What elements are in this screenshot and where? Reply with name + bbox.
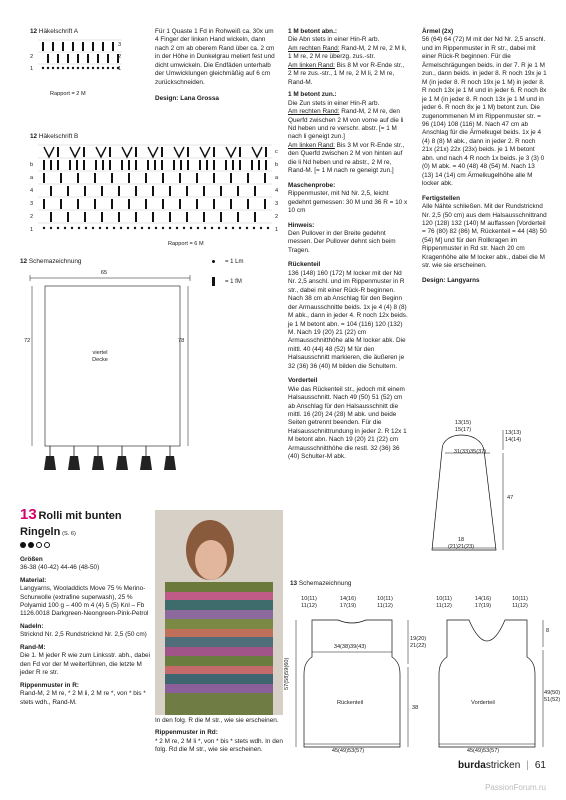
item-title: Rolli mit bunten [38, 510, 122, 522]
paragraph: Bis 3 M vor R-Ende str., den Querfd zwischen 2 M von hinten auf die li Nd heben und re abstr., 2 M re, Rand-M. [= 1 M nach re geneigt zun.] [288, 141, 405, 175]
lm-symbol [212, 260, 215, 263]
front-right-h1 [544, 690, 560, 705]
section-heading: Rippenmuster in Rd: [155, 729, 218, 737]
dim-label: 21(22) [410, 643, 427, 650]
section-heading: Fertigstellen [422, 194, 460, 202]
design-credit: Design: Langyarns [422, 276, 480, 284]
chart-a-grid [30, 38, 130, 74]
dim-label: 15(17) [454, 427, 472, 434]
dim-label: 57(58)59(60) [284, 657, 290, 690]
section-heading: Rand-M: [20, 643, 46, 651]
item-number: 13 [20, 506, 37, 523]
row-label: b [30, 162, 34, 168]
paragraph: 36-38 (40-42) 44-46 (48-50) [20, 564, 100, 572]
item-title: Ringeln [20, 525, 61, 538]
dim-label: 8 [546, 628, 550, 634]
dim-label: 49(50) [544, 690, 561, 696]
dim-label: 11(12) [436, 603, 452, 610]
height-right-label: 78 [178, 338, 185, 344]
section-heading: Ärmel (2x) [422, 28, 454, 35]
row-label: 1 [118, 66, 122, 72]
dim-label: 10(11) [301, 596, 317, 602]
paragraph: Langyarns, Wooladdicts Move 75 % Merino-Schurwolle (extrafine superwash), 25 % Polyamid 100 g – 400 m 4 (4) 5 (5) Knl – Fb 1126.0018 Darkgreen-Neongreen-Pink-Petrol [20, 585, 149, 618]
section-heading: Hinweis: [288, 221, 315, 229]
chart-b-title [30, 133, 78, 141]
row-label: 1 [30, 66, 34, 72]
watermark: PassionForum.ru [485, 783, 546, 793]
paragraph: Die Abn stets in einer Hin-R arb. [288, 36, 380, 44]
row-label: 3 [275, 201, 279, 207]
row-label: 2 [30, 54, 34, 60]
dim-label: 38 [412, 705, 419, 711]
item13-rib-text [155, 717, 283, 759]
schema-13-title [290, 580, 351, 588]
dim-label: 17(19) [474, 603, 492, 610]
chart-title: Häkelschrift B [38, 133, 79, 140]
legend-fm: = 1 fM [225, 279, 242, 286]
dim-label: 10(11) [436, 596, 452, 602]
paragraph: Rand-M, 2 M re, 2 M li, 1 M re, 2 M re überzg. zus.-str. [288, 44, 407, 61]
tassel-instructions: Für 1 Quaste 1 Fd in Rohweiß ca. 30x um 4 Finger der linken Hand wickeln, dann nach 2 cm ab oberem Rand über ca. 2 cm in der Höhe in Dunkelgrau meliert fest und dicht umwickeln. Die Endfäden unterhalb der Umwicklungen gleichmäßig auf 6 cm zurückschneiden. [155, 28, 275, 86]
row-label: 4 [30, 188, 34, 194]
dim-label: 10(11) [512, 596, 528, 602]
dim-label: 13(15) [454, 420, 472, 426]
dim-label: 14(16) [339, 596, 357, 602]
paragraph: 56 (64) 64 (72) M mit der Nd Nr. 2,5 anschl. und im Rippenmuster in R str., dabei mit einer Rück-R beginnen. Für die Ärmelschrägungen beids. in der 7. R je 1 M zun., dann beids. in jeder 8. R noch 19x je 1 M (in jeder 8. R noch 19x je 1 M) in jeder 8. R noch 13x je 1 M und in jeder 6. R noch 8x je 1 M (in jeder 8. R noch 13x je 1 M und in jeder 6. R noch 8x je 1 M) betont zun. Die zugenommenen M im Rippenmuster str. = 96 (104) 108 (116) M. Nach 47 cm ab Anschlag für die Ärmelkugel beids. 1x je 4 (4) 8 (8) M abk., dann in jeder 2. R noch 21x (21x) 22x (23x) beids. je 1 M betont abn. und nach 4 R noch 1x beids. je 3 (3) 0 (0) M abk. = 40 (48) 48 (54) M. Nach 13 (13) 14 (14) cm Ärmelkugelhöhe alle M locker abk. [422, 36, 547, 188]
row-label: 1 [30, 227, 34, 233]
difficulty-dot-filled [28, 542, 34, 548]
back-top-left [294, 596, 324, 611]
section-heading: Rückenteil [288, 261, 321, 269]
chart-number: 12 [30, 28, 38, 35]
section-heading: Rippenmuster in R: [20, 681, 79, 689]
back-right-h1 [410, 636, 426, 651]
part-label: Rückenteil [336, 700, 364, 706]
row-label: 3 [30, 201, 34, 207]
page-ref: (S. 6) [62, 530, 76, 537]
chart-b-grid [30, 143, 280, 235]
paragraph: Rand-M, 2 M re, * 2 M li, 2 M re *, von * bis * stets wdh., Rand-M. [20, 690, 146, 706]
sleeve-bottom-label [436, 537, 486, 552]
dim-label: 11(12) [377, 603, 393, 610]
dim-label: 10(11) [377, 596, 393, 602]
part-label: Vorderteil [471, 700, 495, 706]
section-heading: Nadeln: [20, 622, 44, 630]
back-schema [290, 592, 420, 760]
schema-number: 12 [20, 258, 28, 265]
col4-text [422, 28, 547, 285]
center-line1: viertel [92, 350, 108, 356]
item13-info [20, 505, 150, 711]
chart-title: Häkelschrift A [38, 28, 78, 35]
page-number: 61 [534, 759, 546, 771]
row-label: b [275, 162, 279, 168]
left-edge-label: Am linken Rand: [288, 141, 335, 149]
row-label: 2 [30, 214, 34, 220]
legend-12 [212, 258, 244, 287]
rapport-label: Rapport = 6 M [168, 241, 204, 247]
paragraph: Die Zun stets in einer Hin-R arb. [288, 99, 380, 107]
section-heading: Maschenprobe: [288, 181, 336, 189]
front-top-left [429, 596, 459, 611]
front-top-right [505, 596, 535, 611]
dim-label: 17(19) [339, 603, 357, 610]
left-edge-label: Am linken Rand: [288, 61, 335, 69]
dim-label: 18 [457, 537, 465, 543]
schema-title: Schemazeichnung [298, 580, 352, 587]
row-label: a [30, 175, 34, 181]
row-label: 3 [118, 42, 122, 48]
schema-title: Schemazeichnung [28, 258, 82, 265]
section-heading: 1 M betont abn.: [288, 28, 337, 35]
paragraph: Rand-M, 2 M re, den Querfd zwischen 2 M von vorne auf die li Nd heben und re verschr. abstr. [= 1 M nach li geneigt zun.] [288, 108, 404, 141]
row-label: 4 [275, 188, 279, 194]
paragraph: Alle Nähte schließen. Mit der Rundstricknd Nr. 2,5 (50 cm) aus dem Halsausschnittrand 120 (128) 132 (140) M auffassen [Vorderteil = 76 (80) 82 (86) M, Rückenteil = 44 (48) 50 (54) M] und für den Rollkragen im Rippenmuster in Rd str. Nach 20 cm Kragenhöhe alle M locker abk., dabei die M str. wie sie erscheinen. [422, 203, 547, 270]
sleeve-top-label [443, 420, 483, 435]
section-heading: Material: [20, 576, 47, 584]
row-label: a [275, 175, 279, 181]
dim-label: 45(49)53(57) [466, 748, 500, 754]
dim-label: 47 [507, 495, 514, 501]
center-label [80, 350, 120, 365]
back-top-mid [333, 596, 363, 611]
dim-label: 14(16) [474, 596, 492, 602]
row-label: 2 [118, 54, 122, 60]
section-heading: Größen [20, 555, 43, 563]
dim-label: (21)21(23) [447, 544, 475, 551]
dim-label: 45(49)53(57) [331, 748, 365, 754]
design-credit: Design: Lana Grossa [155, 95, 219, 103]
dim-label: 34(38)39(43) [333, 644, 367, 650]
schema-12-title [20, 258, 81, 266]
sleeve-right-label [505, 430, 521, 445]
dim-label: 14(14) [505, 437, 522, 444]
right-edge-label: Am rechten Rand: [288, 108, 340, 116]
difficulty-dot-filled [20, 542, 26, 548]
brand-name: stricken [485, 759, 521, 771]
difficulty-dots [20, 542, 150, 551]
brand-name: burda [458, 759, 486, 771]
chart-number: 12 [30, 133, 38, 140]
paragraph: Die 1. M jeder R wie zum Linksstr. abh., dabei den Fd vor der M weiterführen, die letzte M jeder R re str. [20, 652, 150, 677]
dim-label: 31(33)35(37) [453, 449, 487, 455]
paragraph: Wie das Rückenteil str., jedoch mit einem Halsausschnitt. Nach 49 (50) 51 (52) cm ab Anschlag für den Halsausschnitt die mittl. 16 (20) 24 (28) M abk. und beide Seiten getrennt beenden. Für die Halsausschnittrundung in jeder 2. R 12x 1 M betont abn. Nach 19 (20) 21 (22) cm Armausschnitthöhe die restl. 32 (36) 36 (40) Schulter-M abk. [288, 385, 407, 461]
row-label: 1 [275, 227, 279, 233]
dim-label: 19(20) [410, 636, 427, 642]
legend-lm: = 1 Lm [225, 259, 244, 265]
difficulty-dot-empty [44, 542, 50, 548]
sweater-photo [155, 510, 283, 715]
difficulty-dot-empty [36, 542, 42, 548]
front-schema [425, 592, 555, 760]
paragraph: In den folg. R die M str., wie sie erscheinen. [155, 717, 279, 724]
section-heading: Vorderteil [288, 377, 318, 385]
col2-text [155, 28, 277, 104]
paragraph: Bis 8 M vor R-Ende str., 2 M re zus.-str., 1 M re, 2 M li, 2 M re, Rand-M. [288, 61, 405, 86]
height-left-label: 72 [24, 338, 31, 344]
schema-12-diagram [20, 270, 200, 493]
col3-text [288, 28, 408, 466]
width-label: 65 [100, 270, 108, 276]
dim-label: 11(12) [301, 603, 317, 610]
rapport-label: Rapport = 2 M [50, 91, 86, 97]
fm-symbol [212, 277, 215, 286]
schema-number: 13 [290, 580, 298, 587]
paragraph: Stricknd Nr. 2,5 Rundstricknd Nr. 2,5 (50 cm) [20, 631, 147, 639]
dim-label: 11(12) [512, 603, 528, 610]
dim-label: 13(13) [505, 430, 522, 436]
row-label: 2 [275, 214, 279, 220]
back-top-right [370, 596, 400, 611]
paragraph: 136 (148) 160 (172) M locker mit der Nd Nr. 2,5 anschl. und im Rippenmuster in R str., dabei mit einer Rück-R beginnen. Nach 38 cm ab Anschlag für den Beginn der Armausschnitte beids. 1x je 4 (4) 8 (8) M abk., dann in jeder 4. R noch 12x beids. je 1 M betont abn. = 104 (116) 120 (132) M. Nach 19 (20) 21 (22) cm Armausschnitthöhe alle M locker abk. Die mittl. 40 (44) 48 (52) M für den Halsausschnitt markieren, die äußeren je 32 (36) 36 (40) M bilden die Schultern. [288, 269, 408, 370]
chart-a-title [30, 28, 78, 36]
section-heading: 1 M betont zun.: [288, 91, 337, 99]
right-edge-label: Am rechten Rand: [288, 44, 340, 52]
center-line2: Decke [92, 357, 108, 364]
paragraph: Den Pullover in der Breite gedehnt messen. Der Pullover dehnt sich beim Tragen. [288, 229, 396, 254]
front-top-mid [468, 596, 498, 611]
paragraph: * 2 M re, 2 M li *, von * bis * stets wdh. In den folg. Rd die M str., wie sie erscheinen. [155, 737, 283, 754]
dim-label: 51(52) [544, 697, 561, 704]
paragraph: Rippenmuster, mit Nd Nr. 2,5, leicht gedehnt gemessen: 30 M und 36 R = 10 x 10 cm [288, 190, 408, 215]
page-footer: burdastricken | 61 [458, 759, 546, 771]
row-label: c [275, 149, 278, 155]
